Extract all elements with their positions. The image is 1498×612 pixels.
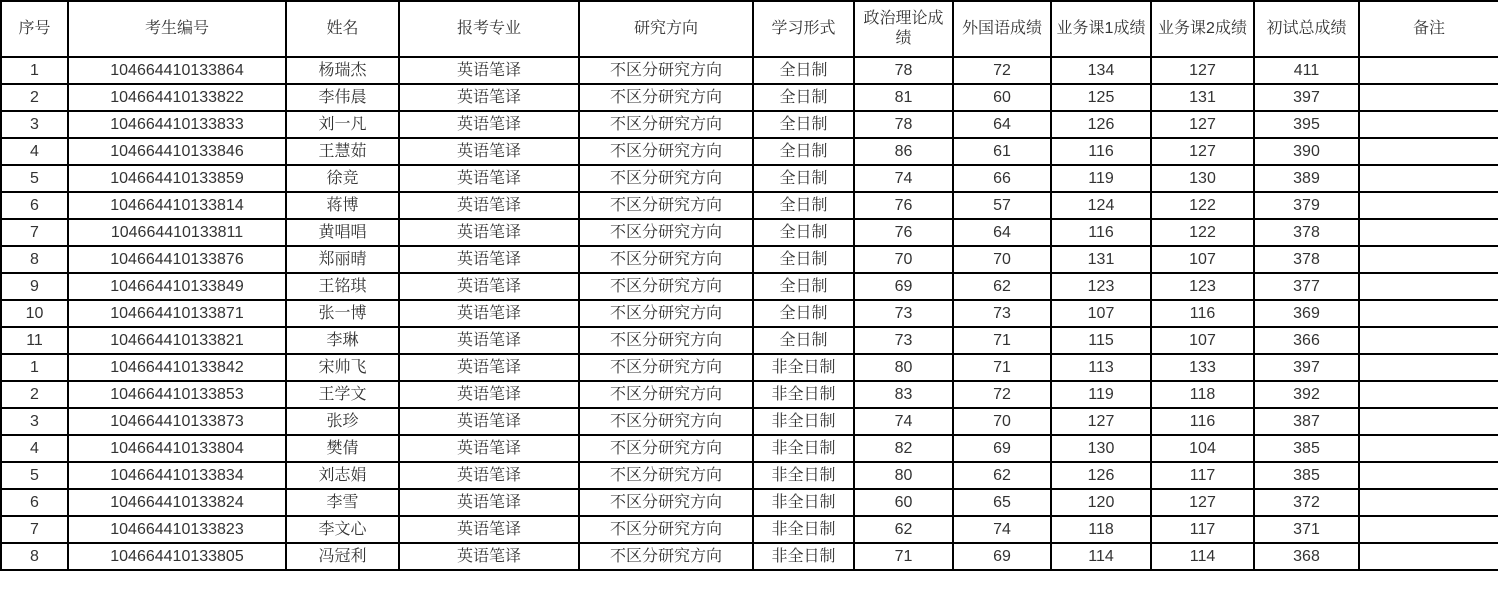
cell-subject1_score: 114 bbox=[1051, 543, 1151, 570]
cell-candidate_id: 104664410133853 bbox=[68, 381, 286, 408]
cell-subject2_score: 122 bbox=[1151, 192, 1254, 219]
cell-total_score: 369 bbox=[1254, 300, 1359, 327]
cell-direction: 不区分研究方向 bbox=[579, 408, 753, 435]
cell-candidate_id: 104664410133834 bbox=[68, 462, 286, 489]
header-cell-study_form: 学习形式 bbox=[753, 1, 854, 57]
cell-study_form: 全日制 bbox=[753, 327, 854, 354]
cell-major: 英语笔译 bbox=[399, 111, 579, 138]
cell-direction: 不区分研究方向 bbox=[579, 300, 753, 327]
cell-study_form: 全日制 bbox=[753, 273, 854, 300]
cell-major: 英语笔译 bbox=[399, 138, 579, 165]
cell-index: 1 bbox=[1, 57, 68, 84]
cell-index: 5 bbox=[1, 462, 68, 489]
cell-major: 英语笔译 bbox=[399, 462, 579, 489]
cell-politics_score: 62 bbox=[854, 516, 953, 543]
cell-major: 英语笔译 bbox=[399, 381, 579, 408]
cell-subject1_score: 126 bbox=[1051, 111, 1151, 138]
table-row bbox=[1, 300, 1498, 327]
cell-subject2_score: 122 bbox=[1151, 219, 1254, 246]
cell-remarks bbox=[1359, 84, 1498, 111]
cell-direction: 不区分研究方向 bbox=[579, 462, 753, 489]
cell-candidate_id: 104664410133864 bbox=[68, 57, 286, 84]
cell-major: 英语笔译 bbox=[399, 192, 579, 219]
cell-study_form: 非全日制 bbox=[753, 381, 854, 408]
cell-foreign_lang_score: 74 bbox=[953, 516, 1051, 543]
cell-remarks bbox=[1359, 111, 1498, 138]
cell-study_form: 全日制 bbox=[753, 300, 854, 327]
cell-study_form: 全日制 bbox=[753, 192, 854, 219]
table-header-row bbox=[1, 1, 1498, 57]
cell-total_score: 366 bbox=[1254, 327, 1359, 354]
cell-candidate_id: 104664410133842 bbox=[68, 354, 286, 381]
header-cell-major: 报考专业 bbox=[399, 1, 579, 57]
cell-direction: 不区分研究方向 bbox=[579, 84, 753, 111]
cell-foreign_lang_score: 62 bbox=[953, 273, 1051, 300]
cell-politics_score: 80 bbox=[854, 354, 953, 381]
cell-foreign_lang_score: 73 bbox=[953, 300, 1051, 327]
cell-politics_score: 74 bbox=[854, 165, 953, 192]
cell-total_score: 397 bbox=[1254, 354, 1359, 381]
cell-remarks bbox=[1359, 435, 1498, 462]
cell-total_score: 411 bbox=[1254, 57, 1359, 84]
cell-name: 黄唱唱 bbox=[286, 219, 399, 246]
cell-direction: 不区分研究方向 bbox=[579, 111, 753, 138]
table-row bbox=[1, 489, 1498, 516]
cell-remarks bbox=[1359, 543, 1498, 570]
cell-subject2_score: 131 bbox=[1151, 84, 1254, 111]
cell-study_form: 全日制 bbox=[753, 246, 854, 273]
cell-direction: 不区分研究方向 bbox=[579, 489, 753, 516]
cell-study_form: 非全日制 bbox=[753, 489, 854, 516]
cell-major: 英语笔译 bbox=[399, 408, 579, 435]
cell-remarks bbox=[1359, 192, 1498, 219]
cell-foreign_lang_score: 66 bbox=[953, 165, 1051, 192]
cell-subject2_score: 104 bbox=[1151, 435, 1254, 462]
header-cell-foreign_lang_score: 外国语成绩 bbox=[953, 1, 1051, 57]
cell-foreign_lang_score: 61 bbox=[953, 138, 1051, 165]
cell-remarks bbox=[1359, 462, 1498, 489]
cell-name: 冯冠利 bbox=[286, 543, 399, 570]
cell-total_score: 389 bbox=[1254, 165, 1359, 192]
table-row bbox=[1, 138, 1498, 165]
table-row bbox=[1, 462, 1498, 489]
header-cell-total_score: 初试总成绩 bbox=[1254, 1, 1359, 57]
cell-subject2_score: 117 bbox=[1151, 516, 1254, 543]
table-row bbox=[1, 273, 1498, 300]
cell-remarks bbox=[1359, 516, 1498, 543]
cell-major: 英语笔译 bbox=[399, 543, 579, 570]
cell-subject2_score: 130 bbox=[1151, 165, 1254, 192]
cell-name: 张一博 bbox=[286, 300, 399, 327]
table-row bbox=[1, 192, 1498, 219]
cell-subject2_score: 107 bbox=[1151, 327, 1254, 354]
cell-remarks bbox=[1359, 165, 1498, 192]
cell-name: 李文心 bbox=[286, 516, 399, 543]
cell-index: 8 bbox=[1, 246, 68, 273]
cell-remarks bbox=[1359, 219, 1498, 246]
cell-candidate_id: 104664410133871 bbox=[68, 300, 286, 327]
cell-total_score: 385 bbox=[1254, 462, 1359, 489]
header-cell-politics_score: 政治理论成绩 bbox=[854, 1, 953, 57]
header-cell-direction: 研究方向 bbox=[579, 1, 753, 57]
cell-remarks bbox=[1359, 408, 1498, 435]
cell-politics_score: 78 bbox=[854, 111, 953, 138]
cell-candidate_id: 104664410133821 bbox=[68, 327, 286, 354]
cell-direction: 不区分研究方向 bbox=[579, 273, 753, 300]
cell-major: 英语笔译 bbox=[399, 489, 579, 516]
cell-subject2_score: 127 bbox=[1151, 138, 1254, 165]
header-cell-candidate_id: 考生编号 bbox=[68, 1, 286, 57]
cell-index: 7 bbox=[1, 516, 68, 543]
cell-candidate_id: 104664410133811 bbox=[68, 219, 286, 246]
cell-candidate_id: 104664410133823 bbox=[68, 516, 286, 543]
cell-politics_score: 80 bbox=[854, 462, 953, 489]
header-cell-remarks: 备注 bbox=[1359, 1, 1498, 57]
cell-direction: 不区分研究方向 bbox=[579, 381, 753, 408]
cell-foreign_lang_score: 71 bbox=[953, 327, 1051, 354]
cell-direction: 不区分研究方向 bbox=[579, 138, 753, 165]
cell-subject1_score: 126 bbox=[1051, 462, 1151, 489]
cell-subject1_score: 119 bbox=[1051, 381, 1151, 408]
table-row bbox=[1, 516, 1498, 543]
cell-name: 刘志娟 bbox=[286, 462, 399, 489]
cell-remarks bbox=[1359, 273, 1498, 300]
table-row bbox=[1, 435, 1498, 462]
cell-total_score: 378 bbox=[1254, 219, 1359, 246]
cell-politics_score: 70 bbox=[854, 246, 953, 273]
cell-foreign_lang_score: 71 bbox=[953, 354, 1051, 381]
cell-index: 4 bbox=[1, 435, 68, 462]
cell-subject2_score: 107 bbox=[1151, 246, 1254, 273]
cell-candidate_id: 104664410133804 bbox=[68, 435, 286, 462]
cell-candidate_id: 104664410133814 bbox=[68, 192, 286, 219]
cell-foreign_lang_score: 69 bbox=[953, 435, 1051, 462]
table-row bbox=[1, 219, 1498, 246]
cell-name: 杨瑞杰 bbox=[286, 57, 399, 84]
cell-direction: 不区分研究方向 bbox=[579, 543, 753, 570]
cell-remarks bbox=[1359, 138, 1498, 165]
table-row bbox=[1, 84, 1498, 111]
cell-subject2_score: 114 bbox=[1151, 543, 1254, 570]
cell-subject2_score: 127 bbox=[1151, 111, 1254, 138]
cell-candidate_id: 104664410133876 bbox=[68, 246, 286, 273]
cell-direction: 不区分研究方向 bbox=[579, 354, 753, 381]
cell-name: 张珍 bbox=[286, 408, 399, 435]
cell-direction: 不区分研究方向 bbox=[579, 165, 753, 192]
cell-subject1_score: 116 bbox=[1051, 219, 1151, 246]
cell-name: 徐竞 bbox=[286, 165, 399, 192]
cell-total_score: 379 bbox=[1254, 192, 1359, 219]
cell-politics_score: 73 bbox=[854, 327, 953, 354]
cell-subject2_score: 117 bbox=[1151, 462, 1254, 489]
cell-major: 英语笔译 bbox=[399, 435, 579, 462]
cell-foreign_lang_score: 70 bbox=[953, 246, 1051, 273]
cell-foreign_lang_score: 64 bbox=[953, 111, 1051, 138]
cell-subject1_score: 127 bbox=[1051, 408, 1151, 435]
cell-index: 2 bbox=[1, 84, 68, 111]
cell-subject2_score: 116 bbox=[1151, 408, 1254, 435]
cell-major: 英语笔译 bbox=[399, 84, 579, 111]
cell-subject1_score: 107 bbox=[1051, 300, 1151, 327]
cell-total_score: 378 bbox=[1254, 246, 1359, 273]
cell-candidate_id: 104664410133859 bbox=[68, 165, 286, 192]
cell-subject1_score: 125 bbox=[1051, 84, 1151, 111]
cell-foreign_lang_score: 65 bbox=[953, 489, 1051, 516]
table-row bbox=[1, 165, 1498, 192]
cell-politics_score: 76 bbox=[854, 219, 953, 246]
cell-foreign_lang_score: 60 bbox=[953, 84, 1051, 111]
cell-name: 郑丽晴 bbox=[286, 246, 399, 273]
cell-study_form: 非全日制 bbox=[753, 354, 854, 381]
cell-remarks bbox=[1359, 57, 1498, 84]
cell-subject1_score: 131 bbox=[1051, 246, 1151, 273]
cell-candidate_id: 104664410133833 bbox=[68, 111, 286, 138]
cell-politics_score: 83 bbox=[854, 381, 953, 408]
cell-study_form: 全日制 bbox=[753, 57, 854, 84]
cell-politics_score: 73 bbox=[854, 300, 953, 327]
cell-candidate_id: 104664410133824 bbox=[68, 489, 286, 516]
cell-subject1_score: 118 bbox=[1051, 516, 1151, 543]
cell-index: 8 bbox=[1, 543, 68, 570]
cell-subject2_score: 127 bbox=[1151, 489, 1254, 516]
cell-candidate_id: 104664410133822 bbox=[68, 84, 286, 111]
cell-name: 李伟晨 bbox=[286, 84, 399, 111]
cell-subject2_score: 118 bbox=[1151, 381, 1254, 408]
cell-subject1_score: 120 bbox=[1051, 489, 1151, 516]
cell-subject1_score: 130 bbox=[1051, 435, 1151, 462]
cell-remarks bbox=[1359, 300, 1498, 327]
cell-total_score: 390 bbox=[1254, 138, 1359, 165]
table-row bbox=[1, 381, 1498, 408]
cell-index: 1 bbox=[1, 354, 68, 381]
cell-subject2_score: 133 bbox=[1151, 354, 1254, 381]
cell-candidate_id: 104664410133849 bbox=[68, 273, 286, 300]
cell-study_form: 全日制 bbox=[753, 219, 854, 246]
cell-index: 7 bbox=[1, 219, 68, 246]
cell-name: 王学文 bbox=[286, 381, 399, 408]
table-body bbox=[1, 57, 1498, 570]
cell-politics_score: 71 bbox=[854, 543, 953, 570]
table-row bbox=[1, 543, 1498, 570]
cell-total_score: 385 bbox=[1254, 435, 1359, 462]
cell-subject2_score: 127 bbox=[1151, 57, 1254, 84]
cell-foreign_lang_score: 72 bbox=[953, 381, 1051, 408]
cell-subject1_score: 124 bbox=[1051, 192, 1151, 219]
cell-politics_score: 81 bbox=[854, 84, 953, 111]
cell-direction: 不区分研究方向 bbox=[579, 192, 753, 219]
cell-major: 英语笔译 bbox=[399, 516, 579, 543]
cell-name: 刘一凡 bbox=[286, 111, 399, 138]
cell-foreign_lang_score: 70 bbox=[953, 408, 1051, 435]
table-row bbox=[1, 57, 1498, 84]
table-row bbox=[1, 408, 1498, 435]
cell-direction: 不区分研究方向 bbox=[579, 327, 753, 354]
cell-major: 英语笔译 bbox=[399, 246, 579, 273]
cell-index: 9 bbox=[1, 273, 68, 300]
cell-major: 英语笔译 bbox=[399, 327, 579, 354]
cell-index: 6 bbox=[1, 489, 68, 516]
cell-politics_score: 69 bbox=[854, 273, 953, 300]
cell-politics_score: 74 bbox=[854, 408, 953, 435]
cell-study_form: 非全日制 bbox=[753, 462, 854, 489]
cell-remarks bbox=[1359, 354, 1498, 381]
table-row bbox=[1, 327, 1498, 354]
cell-index: 4 bbox=[1, 138, 68, 165]
cell-subject2_score: 116 bbox=[1151, 300, 1254, 327]
cell-total_score: 371 bbox=[1254, 516, 1359, 543]
cell-major: 英语笔译 bbox=[399, 219, 579, 246]
header-cell-subject1_score: 业务课1成绩 bbox=[1051, 1, 1151, 57]
cell-subject1_score: 134 bbox=[1051, 57, 1151, 84]
cell-foreign_lang_score: 69 bbox=[953, 543, 1051, 570]
cell-total_score: 368 bbox=[1254, 543, 1359, 570]
cell-name: 王慧茹 bbox=[286, 138, 399, 165]
cell-remarks bbox=[1359, 381, 1498, 408]
cell-direction: 不区分研究方向 bbox=[579, 219, 753, 246]
table-row bbox=[1, 111, 1498, 138]
cell-total_score: 372 bbox=[1254, 489, 1359, 516]
table-row bbox=[1, 246, 1498, 273]
cell-foreign_lang_score: 72 bbox=[953, 57, 1051, 84]
cell-major: 英语笔译 bbox=[399, 300, 579, 327]
header-cell-subject2_score: 业务课2成绩 bbox=[1151, 1, 1254, 57]
cell-index: 2 bbox=[1, 381, 68, 408]
cell-major: 英语笔译 bbox=[399, 57, 579, 84]
cell-subject1_score: 113 bbox=[1051, 354, 1151, 381]
header-cell-name: 姓名 bbox=[286, 1, 399, 57]
cell-major: 英语笔译 bbox=[399, 273, 579, 300]
cell-candidate_id: 104664410133805 bbox=[68, 543, 286, 570]
cell-politics_score: 60 bbox=[854, 489, 953, 516]
cell-major: 英语笔译 bbox=[399, 354, 579, 381]
cell-politics_score: 82 bbox=[854, 435, 953, 462]
cell-index: 5 bbox=[1, 165, 68, 192]
table-row bbox=[1, 354, 1498, 381]
cell-study_form: 非全日制 bbox=[753, 435, 854, 462]
cell-total_score: 377 bbox=[1254, 273, 1359, 300]
cell-direction: 不区分研究方向 bbox=[579, 435, 753, 462]
cell-foreign_lang_score: 57 bbox=[953, 192, 1051, 219]
cell-total_score: 395 bbox=[1254, 111, 1359, 138]
cell-direction: 不区分研究方向 bbox=[579, 516, 753, 543]
cell-candidate_id: 104664410133846 bbox=[68, 138, 286, 165]
cell-name: 李琳 bbox=[286, 327, 399, 354]
cell-study_form: 全日制 bbox=[753, 165, 854, 192]
cell-remarks bbox=[1359, 489, 1498, 516]
header-cell-index: 序号 bbox=[1, 1, 68, 57]
cell-study_form: 全日制 bbox=[753, 111, 854, 138]
cell-index: 6 bbox=[1, 192, 68, 219]
cell-direction: 不区分研究方向 bbox=[579, 57, 753, 84]
cell-index: 10 bbox=[1, 300, 68, 327]
cell-remarks bbox=[1359, 327, 1498, 354]
cell-politics_score: 78 bbox=[854, 57, 953, 84]
cell-subject1_score: 116 bbox=[1051, 138, 1151, 165]
cell-name: 蒋博 bbox=[286, 192, 399, 219]
cell-major: 英语笔译 bbox=[399, 165, 579, 192]
cell-name: 李雪 bbox=[286, 489, 399, 516]
cell-index: 3 bbox=[1, 408, 68, 435]
cell-study_form: 非全日制 bbox=[753, 516, 854, 543]
cell-study_form: 全日制 bbox=[753, 138, 854, 165]
cell-name: 宋帅飞 bbox=[286, 354, 399, 381]
cell-subject1_score: 115 bbox=[1051, 327, 1151, 354]
cell-foreign_lang_score: 62 bbox=[953, 462, 1051, 489]
cell-foreign_lang_score: 64 bbox=[953, 219, 1051, 246]
cell-name: 樊倩 bbox=[286, 435, 399, 462]
cell-subject2_score: 123 bbox=[1151, 273, 1254, 300]
cell-subject1_score: 123 bbox=[1051, 273, 1151, 300]
cell-subject1_score: 119 bbox=[1051, 165, 1151, 192]
cell-study_form: 非全日制 bbox=[753, 408, 854, 435]
cell-candidate_id: 104664410133873 bbox=[68, 408, 286, 435]
cell-total_score: 392 bbox=[1254, 381, 1359, 408]
cell-index: 3 bbox=[1, 111, 68, 138]
cell-politics_score: 86 bbox=[854, 138, 953, 165]
cell-study_form: 全日制 bbox=[753, 84, 854, 111]
cell-index: 11 bbox=[1, 327, 68, 354]
cell-name: 王铭琪 bbox=[286, 273, 399, 300]
cell-total_score: 387 bbox=[1254, 408, 1359, 435]
cell-remarks bbox=[1359, 246, 1498, 273]
cell-study_form: 非全日制 bbox=[753, 543, 854, 570]
cell-politics_score: 76 bbox=[854, 192, 953, 219]
cell-total_score: 397 bbox=[1254, 84, 1359, 111]
cell-direction: 不区分研究方向 bbox=[579, 246, 753, 273]
